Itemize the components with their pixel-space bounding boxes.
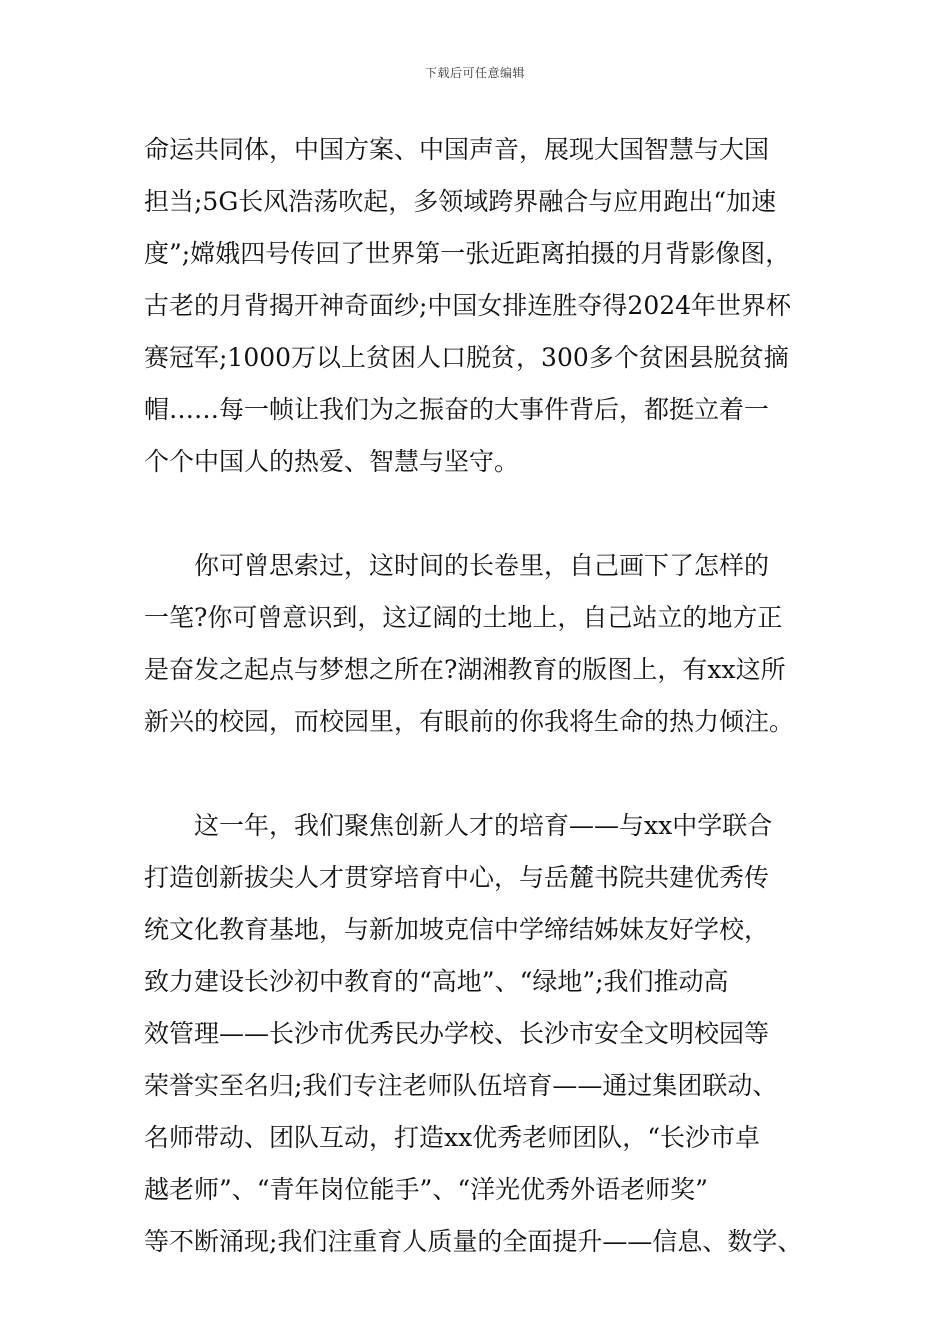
paragraph-spacer — [144, 488, 826, 540]
text-line: 这一年，我们聚焦创新人才的培育——与xx中学联合 — [144, 811, 773, 840]
text-line: 效管理——长沙市优秀民办学校、长沙市安全文明校园等 — [144, 1019, 770, 1048]
text-line: 打造创新拔尖人才贯穿培育中心，与岳麓书院共建优秀传 — [144, 863, 770, 892]
paragraph — [144, 540, 826, 748]
text-line: 担当;5G长风浩荡吹起，多领域跨界融合与应用跑出“加速 — [144, 187, 777, 216]
paragraph-spacer — [144, 748, 826, 800]
text-line: 致力建设长沙初中教育的“高地”、“绿地”;我们推动高 — [144, 967, 729, 996]
text-line: 度”;嫦娥四号传回了世界第一张近距离拍摄的月背影像图， — [144, 239, 791, 268]
text-line: 帽……每一帧让我们为之振奋的大事件背后，都挺立着一 — [144, 395, 770, 424]
text-line: 新兴的校园，而校园里，有眼前的你我将生命的热力倾注。 — [144, 707, 795, 736]
text-line: 赛冠军;1000万以上贫困人口脱贫，300多个贫困县脱贫摘 — [144, 343, 789, 372]
text-line: 越老师”、“青年岗位能手”、“洋光优秀外语老师奖” — [144, 1175, 708, 1204]
paragraph — [144, 124, 826, 488]
text-line: 命运共同体，中国方案、中国声音，展现大国智慧与大国 — [144, 135, 770, 164]
text-line: 荣誉实至名归;我们专注老师队伍培育——通过集团联动、 — [144, 1071, 778, 1100]
text-line: 一笔?你可曾意识到，这辽阔的土地上，自己站立的地方正 — [144, 603, 783, 632]
text-line: 是奋发之起点与梦想之所在?湖湘教育的版图上，有xx这所 — [144, 655, 786, 684]
text-line: 等不断涌现;我们注重育人质量的全面提升——信息、数学、 — [144, 1227, 803, 1256]
text-line: 你可曾思索过，这时间的长卷里，自己画下了怎样的 — [144, 551, 770, 580]
text-line: 古老的月背揭开神奇面纱;中国女排连胜夺得2024年世界杯 — [144, 291, 792, 320]
document-body — [144, 124, 826, 1268]
text-line: 个个中国人的热爱、智慧与坚守。 — [144, 447, 520, 476]
text-line: 统文化教育基地，与新加坡克信中学缔结姊妹友好学校， — [144, 915, 770, 944]
text-line: 名师带动、团队互动，打造xx优秀老师团队，“长沙市卓 — [144, 1123, 760, 1152]
page-header: 下载后可任意编辑 — [424, 66, 525, 80]
paragraph — [144, 800, 826, 1268]
